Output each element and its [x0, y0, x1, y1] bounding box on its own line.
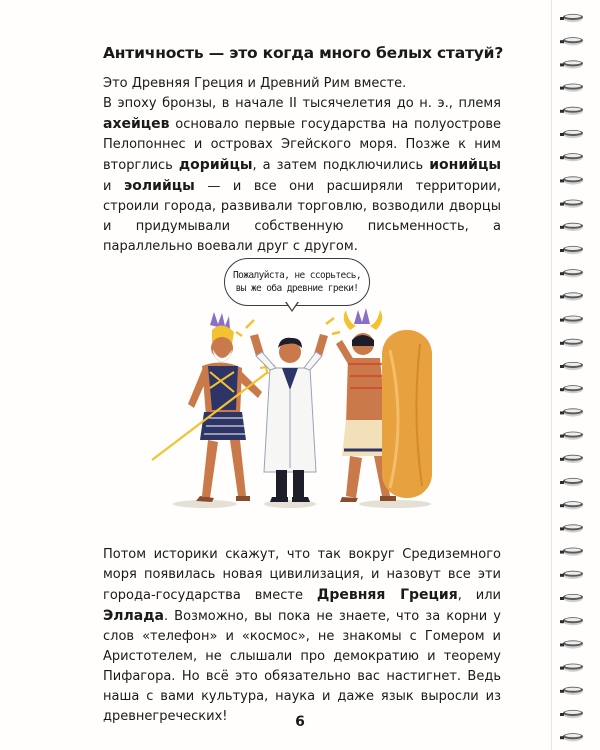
spiral-ring: [560, 292, 583, 300]
spiral-ring: [560, 687, 583, 695]
spiral-ring: [560, 199, 583, 207]
page-heading: Античность — это когда много белых статуй?: [103, 44, 504, 62]
spiral-ring: [560, 733, 583, 741]
scientist-middle-figure: [236, 318, 340, 502]
spiral-ring: [560, 640, 583, 648]
spiral-ring: [560, 478, 583, 486]
spiral-ring: [560, 385, 583, 393]
term-ancient-greece: Древняя Греция: [316, 587, 458, 603]
spiral-ring: [560, 269, 583, 277]
intro-paragraph: Это Древняя Греция и Древний Рим вместе.: [103, 76, 407, 91]
spiral-ring: [560, 431, 583, 439]
history-paragraph: В эпоху бронзы, в начале II тысячелетия до н. э., племя ахейцев основало первые государства на полуострове Пелопоннес и островах Эгейского моря. Позже к ним вторглись дорийцы, а затем подключились ионийцы и эолийцы — и все они расширяли территории, строили города, развивали торговлю, возводили дворцы и придумывали собственную письменность, а параллельно воевали друг с другом.: [103, 96, 501, 254]
spiral-ring: [560, 315, 583, 323]
spiral-ring: [560, 223, 583, 231]
spiral-ring: [560, 176, 583, 184]
spiral-ring: [560, 37, 583, 45]
spiral-ring: [560, 153, 583, 161]
spiral-ring: [560, 617, 583, 625]
spiral-ring: [560, 60, 583, 68]
spiral-ring: [560, 571, 583, 579]
spiral-ring: [560, 524, 583, 532]
civilization-paragraph: Потом историки скажут, что так вокруг Средиземного моря появилась новая цивилизация, и назовут все эти города-государства вместе Древняя Греция, или Эллада. Возможно, вы пока не знаете, что за корни у слов «телефон» и «космос», не знакомы с Гомером и Аристотелем, не слышали про демократию и теорему Пифагора. Но всё это обязательно вас настигнет. Ведь наша с вами культура, наука и даже язык выросли из древнегреческих!: [103, 547, 502, 724]
spiral-ring: [560, 130, 583, 138]
term-achaeans: ахейцев: [103, 116, 170, 132]
spiral-ring: [560, 107, 583, 115]
spiral-ring: [560, 362, 583, 370]
speech-bubble-line-1: Пожалуйста, не ссорьтесь,: [233, 270, 361, 281]
term-aeolians: эолийцы: [123, 178, 195, 194]
warrior-right-figure: [336, 308, 432, 502]
spiral-ring: [560, 339, 583, 347]
spiral-ring: [560, 547, 583, 555]
speech-bubble-line-2: вы же оба древние греки!: [235, 283, 359, 294]
spiral-ring: [560, 710, 583, 718]
term-dorians: дорийцы: [178, 157, 253, 173]
spiral-ring: [560, 663, 583, 671]
term-ionians: ионийцы: [429, 157, 501, 173]
spiral-ring: [560, 83, 583, 91]
page-number: 6: [295, 714, 305, 730]
spiral-ring: [560, 501, 583, 509]
spiral-ring: [560, 455, 583, 463]
speech-bubble: [224, 258, 370, 306]
spiral-ring: [560, 246, 583, 254]
spiral-binding-icon: [540, 0, 600, 750]
illustration-arguing-greeks: [150, 300, 450, 515]
spiral-ring: [560, 594, 583, 602]
spiral-ring: [560, 14, 583, 22]
spiral-ring: [560, 408, 583, 416]
term-hellas: Эллада: [103, 608, 164, 624]
